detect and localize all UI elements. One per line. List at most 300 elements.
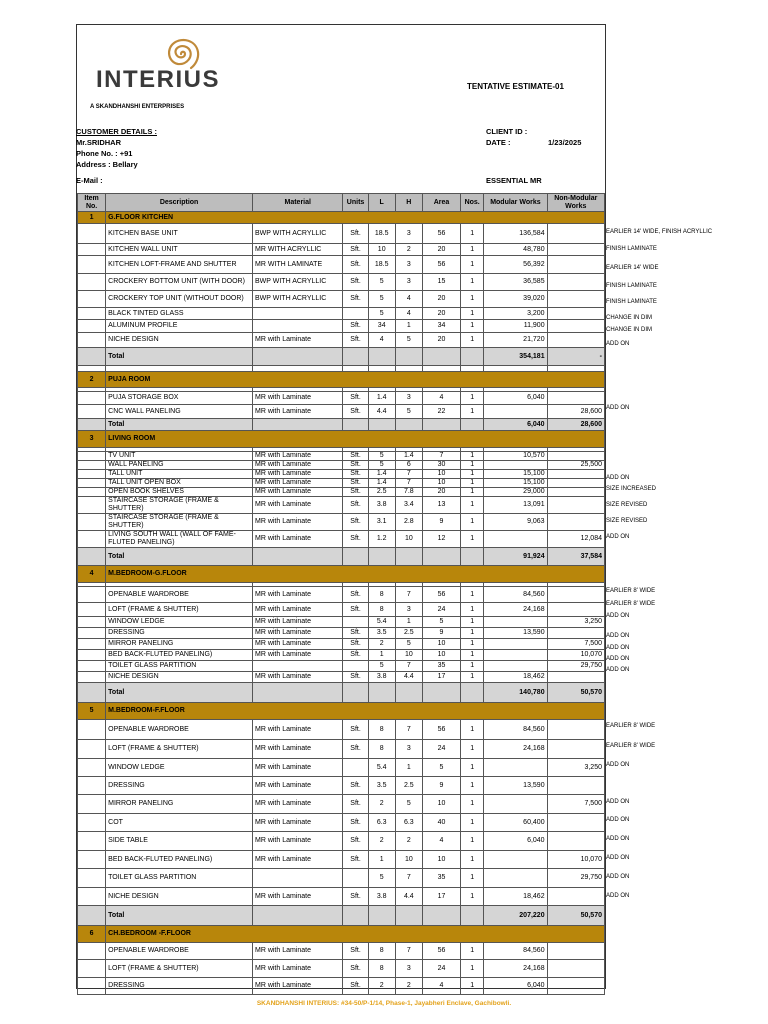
total-label: Total: [106, 348, 253, 366]
cell-h: 5: [395, 795, 422, 814]
cell-empty: [78, 683, 106, 703]
remark-note: ADD ON: [606, 893, 630, 899]
cell-modular-works: 24,168: [484, 740, 547, 759]
cell-non-modular-works: 10,070: [547, 650, 604, 661]
cell-description: OPENABLE WARDROBE: [106, 943, 253, 960]
cell-non-modular-works: 3,250: [547, 759, 604, 777]
remark-note: ADD ON: [606, 817, 630, 823]
cell-units: Sft.: [343, 777, 368, 795]
cell-item-no: [78, 639, 106, 650]
cell-non-modular-works: 29,750: [547, 661, 604, 672]
cell-empty: [343, 683, 368, 703]
estimate-table: [77, 193, 605, 995]
cell-item-no: [78, 308, 106, 320]
cell-description: LOFT (FRAME & SHUTTER): [106, 603, 253, 617]
total-non-modular-works: 28,600: [547, 419, 604, 431]
cell-item-no: [78, 531, 106, 548]
cell-area: 20: [422, 291, 460, 308]
cell-non-modular-works: [547, 720, 604, 740]
cell-l: 4.4: [368, 405, 395, 419]
cell-non-modular-works: [547, 888, 604, 906]
cell-empty: [368, 548, 395, 566]
cell-material: BWP WITH ACRYLLIC: [252, 274, 343, 291]
cell-material: MR with Laminate: [252, 978, 343, 995]
cell-h: 6.3: [395, 814, 422, 832]
cell-area: 20: [422, 488, 460, 497]
cell-material: MR with Laminate: [252, 777, 343, 795]
cell-units: Sft.: [343, 587, 368, 603]
cell-units: Sft.: [343, 740, 368, 759]
cell-non-modular-works: 28,600: [547, 405, 604, 419]
cell-non-modular-works: [547, 514, 604, 531]
cell-empty: [395, 906, 422, 926]
table-row: [78, 479, 605, 488]
col-header-units: Units: [343, 194, 368, 212]
cell-material: BWP WITH ACRYLLIC: [252, 224, 343, 244]
cell-h: 4: [395, 291, 422, 308]
cell-area: 9: [422, 777, 460, 795]
cell-units: Sft.: [343, 274, 368, 291]
cell-material: MR with Laminate: [252, 392, 343, 405]
date-value: 1/23/2025: [548, 138, 582, 147]
cell-empty: [368, 683, 395, 703]
cell-empty: [461, 683, 484, 703]
cell-non-modular-works: [547, 814, 604, 832]
cell-area: 34: [422, 320, 460, 333]
cell-material: MR with Laminate: [252, 759, 343, 777]
cell-non-modular-works: [547, 488, 604, 497]
cell-l: 3.8: [368, 672, 395, 683]
cell-description: STAIRCASE STORAGE (FRAME & SHUTTER): [106, 514, 253, 531]
cell-description: TOILET GLASS PARTITION: [106, 661, 253, 672]
cell-item-no: [78, 514, 106, 531]
cell-non-modular-works: [547, 832, 604, 851]
cell-nos: 1: [461, 740, 484, 759]
table-row: [78, 851, 605, 869]
section-header-row: [78, 372, 605, 388]
cell-material: MR with Laminate: [252, 851, 343, 869]
cell-non-modular-works: [547, 943, 604, 960]
table-row: [78, 497, 605, 514]
cell-description: KITCHEN WALL UNIT: [106, 244, 253, 256]
cell-item-no: [78, 479, 106, 488]
cell-l: 34: [368, 320, 395, 333]
table-row: [78, 291, 605, 308]
cell-area: 10: [422, 479, 460, 488]
table-body: [78, 212, 605, 995]
col-header-material: Material: [252, 194, 343, 212]
cell-modular-works: 136,584: [484, 224, 547, 244]
cell-modular-works: 56,392: [484, 256, 547, 274]
cell-l: 2: [368, 832, 395, 851]
cell-empty: [422, 419, 460, 431]
cell-material: [252, 308, 343, 320]
cell-modular-works: [484, 531, 547, 548]
cell-empty: [343, 348, 368, 366]
cell-units: [343, 869, 368, 888]
total-modular-works: 140,780: [484, 683, 547, 703]
cell-item-no: [78, 333, 106, 348]
section-header-row: [78, 926, 605, 943]
cell-nos: 1: [461, 452, 484, 461]
cell-non-modular-works: 10,070: [547, 851, 604, 869]
cell-item-no: [78, 291, 106, 308]
section-title: M.BEDROOM-F.FLOOR: [106, 703, 605, 720]
section-number: 2: [78, 372, 106, 388]
total-non-modular-works: 50,570: [547, 906, 604, 926]
section-title: CH.BEDROOM -F.FLOOR: [106, 926, 605, 943]
cell-nos: 1: [461, 488, 484, 497]
cell-item-no: [78, 869, 106, 888]
cell-units: [343, 617, 368, 628]
cell-empty: [252, 348, 343, 366]
cell-modular-works: [484, 405, 547, 419]
cell-nos: 1: [461, 869, 484, 888]
cell-description: OPEN BOOK SHELVES: [106, 488, 253, 497]
cell-l: 1.4: [368, 392, 395, 405]
cell-non-modular-works: [547, 960, 604, 978]
cell-description: KITCHEN LOFT-FRAME AND SHUTTER: [106, 256, 253, 274]
brand-subtitle: A SKANDHANSHI ENTERPRISES: [90, 104, 185, 110]
cell-nos: 1: [461, 795, 484, 814]
cell-area: 9: [422, 628, 460, 639]
cell-item-no: [78, 628, 106, 639]
customer-name: Mr.SRIDHAR: [76, 138, 122, 147]
total-modular-works: 91,924: [484, 548, 547, 566]
cell-l: 1: [368, 851, 395, 869]
cell-nos: 1: [461, 777, 484, 795]
cell-non-modular-works: [547, 244, 604, 256]
package-name: ESSENTIAL MR: [486, 176, 542, 185]
remark-note: CHANGE IN DIM: [606, 327, 653, 333]
cell-item-no: [78, 617, 106, 628]
table-row: [78, 308, 605, 320]
cell-description: NICHE DESIGN: [106, 672, 253, 683]
cell-units: Sft.: [343, 256, 368, 274]
cell-area: 20: [422, 333, 460, 348]
total-non-modular-works: -: [547, 348, 604, 366]
cell-non-modular-works: [547, 308, 604, 320]
cell-non-modular-works: [547, 392, 604, 405]
table-row: [78, 795, 605, 814]
cell-area: 10: [422, 851, 460, 869]
total-row: [78, 906, 605, 926]
cell-item-no: [78, 661, 106, 672]
cell-area: 40: [422, 814, 460, 832]
cell-description: BED BACK-FLUTED PANELING): [106, 851, 253, 869]
cell-area: 56: [422, 943, 460, 960]
cell-area: 56: [422, 256, 460, 274]
brand-name: INTERIUS: [96, 66, 221, 93]
section-number: 4: [78, 566, 106, 583]
cell-l: 8: [368, 740, 395, 759]
cell-l: 1: [368, 650, 395, 661]
cell-area: 30: [422, 461, 460, 470]
cell-l: 5: [368, 274, 395, 291]
remark-note: ADD ON: [606, 874, 630, 880]
cell-modular-works: [484, 795, 547, 814]
cell-units: Sft.: [343, 224, 368, 244]
cell-units: Sft.: [343, 943, 368, 960]
remark-note: ADD ON: [606, 534, 630, 540]
cell-nos: 1: [461, 470, 484, 479]
cell-h: 2.5: [395, 628, 422, 639]
cell-material: MR with Laminate: [252, 720, 343, 740]
cell-item-no: [78, 488, 106, 497]
cell-units: Sft.: [343, 514, 368, 531]
cell-area: 10: [422, 639, 460, 650]
cell-area: 22: [422, 405, 460, 419]
cell-description: CNC WALL PANELING: [106, 405, 253, 419]
cell-material: BWP WITH ACRYLLIC: [252, 291, 343, 308]
cell-non-modular-works: [547, 978, 604, 995]
cell-nos: 1: [461, 720, 484, 740]
cell-item-no: [78, 256, 106, 274]
cell-material: MR with Laminate: [252, 943, 343, 960]
cell-description: NICHE DESIGN: [106, 888, 253, 906]
cell-h: 1.4: [395, 452, 422, 461]
table-row: [78, 960, 605, 978]
cell-non-modular-works: [547, 320, 604, 333]
cell-item-no: [78, 759, 106, 777]
cell-item-no: [78, 650, 106, 661]
cell-area: 13: [422, 497, 460, 514]
cell-area: 24: [422, 603, 460, 617]
cell-modular-works: 9,063: [484, 514, 547, 531]
cell-material: MR with Laminate: [252, 461, 343, 470]
cell-non-modular-works: [547, 224, 604, 244]
cell-units: Sft.: [343, 405, 368, 419]
cell-item-no: [78, 587, 106, 603]
cell-units: Sft.: [343, 639, 368, 650]
section-header-row: [78, 703, 605, 720]
remark-note: EARLIER 8' WIDE: [606, 601, 656, 607]
cell-item-no: [78, 244, 106, 256]
cell-empty: [368, 348, 395, 366]
cell-non-modular-works: [547, 274, 604, 291]
total-label: Total: [106, 419, 253, 431]
table-row: [78, 470, 605, 479]
cell-h: 3: [395, 740, 422, 759]
table-row: [78, 617, 605, 628]
cell-h: 4: [395, 308, 422, 320]
cell-l: 5: [368, 661, 395, 672]
cell-item-no: [78, 978, 106, 995]
cell-description: TOILET GLASS PARTITION: [106, 869, 253, 888]
total-label: Total: [106, 906, 253, 926]
cell-item-no: [78, 461, 106, 470]
remark-note: SIZE INCREASED: [606, 486, 657, 492]
cell-description: BLACK TINTED GLASS: [106, 308, 253, 320]
cell-h: 10: [395, 650, 422, 661]
cell-l: 8: [368, 960, 395, 978]
cell-item-no: [78, 960, 106, 978]
cell-nos: 1: [461, 514, 484, 531]
cell-l: 18.5: [368, 256, 395, 274]
table-row: [78, 628, 605, 639]
cell-modular-works: 60,400: [484, 814, 547, 832]
cell-h: 1: [395, 759, 422, 777]
cell-empty: [252, 548, 343, 566]
cell-material: MR with Laminate: [252, 628, 343, 639]
col-header-area: Area: [422, 194, 460, 212]
cell-nos: 1: [461, 224, 484, 244]
cell-units: Sft.: [343, 392, 368, 405]
table-row: [78, 320, 605, 333]
cell-nos: 1: [461, 497, 484, 514]
total-row: [78, 419, 605, 431]
cell-nos: 1: [461, 759, 484, 777]
cell-units: Sft.: [343, 244, 368, 256]
cell-item-no: [78, 452, 106, 461]
cell-h: 2: [395, 832, 422, 851]
cell-area: 24: [422, 960, 460, 978]
cell-units: Sft.: [343, 720, 368, 740]
total-row: [78, 348, 605, 366]
table-row: [78, 244, 605, 256]
cell-description: LOFT (FRAME & SHUTTER): [106, 740, 253, 759]
cell-area: 35: [422, 869, 460, 888]
cell-modular-works: 3,200: [484, 308, 547, 320]
cell-nos: 1: [461, 405, 484, 419]
cell-empty: [422, 683, 460, 703]
cell-l: 1.4: [368, 479, 395, 488]
cell-area: 15: [422, 274, 460, 291]
table-row: [78, 603, 605, 617]
cell-nos: 1: [461, 333, 484, 348]
cell-modular-works: 39,020: [484, 291, 547, 308]
table-row: [78, 888, 605, 906]
cell-area: 35: [422, 661, 460, 672]
cell-description: OPENABLE WARDROBE: [106, 720, 253, 740]
cell-l: 3.5: [368, 777, 395, 795]
cell-units: Sft.: [343, 531, 368, 548]
cell-units: Sft.: [343, 960, 368, 978]
cell-units: Sft.: [343, 978, 368, 995]
cell-h: 2: [395, 978, 422, 995]
remark-note: FINISH LAMINATE: [606, 246, 657, 252]
cell-description: DRESSING: [106, 777, 253, 795]
cell-l: 2: [368, 795, 395, 814]
cell-nos: 1: [461, 888, 484, 906]
cell-modular-works: 6,040: [484, 392, 547, 405]
cell-non-modular-works: [547, 587, 604, 603]
cell-non-modular-works: 7,500: [547, 795, 604, 814]
cell-l: 3.8: [368, 497, 395, 514]
cell-modular-works: 6,040: [484, 832, 547, 851]
cell-material: MR with Laminate: [252, 470, 343, 479]
cell-item-no: [78, 740, 106, 759]
table-row: [78, 587, 605, 603]
table-row: [78, 392, 605, 405]
section-title: G.FLOOR KITCHEN: [106, 212, 605, 224]
cell-empty: [395, 548, 422, 566]
cell-h: 10: [395, 851, 422, 869]
cell-item-no: [78, 470, 106, 479]
section-number: 3: [78, 431, 106, 448]
cell-area: 17: [422, 672, 460, 683]
total-modular-works: 6,040: [484, 419, 547, 431]
cell-description: WINDOW LEDGE: [106, 759, 253, 777]
cell-modular-works: 13,590: [484, 628, 547, 639]
cell-modular-works: 36,585: [484, 274, 547, 291]
cell-description: DRESSING: [106, 628, 253, 639]
cell-units: Sft.: [343, 470, 368, 479]
cell-modular-works: [484, 869, 547, 888]
cell-empty: [422, 906, 460, 926]
cell-item-no: [78, 224, 106, 244]
cell-l: 3.1: [368, 514, 395, 531]
total-row: [78, 548, 605, 566]
cell-l: 8: [368, 720, 395, 740]
cell-area: 4: [422, 832, 460, 851]
col-header-non-modular-works: Non-Modular Works: [547, 194, 604, 212]
cell-nos: 1: [461, 851, 484, 869]
remark-note: FINISH LAMINATE: [606, 299, 657, 305]
cell-nos: 1: [461, 639, 484, 650]
cell-item-no: [78, 603, 106, 617]
remark-note: CHANGE IN DIM: [606, 315, 653, 321]
cell-h: 2: [395, 244, 422, 256]
cell-material: MR with Laminate: [252, 814, 343, 832]
cell-h: 5: [395, 639, 422, 650]
remark-note: EARLIER 8' WIDE: [606, 588, 656, 594]
remark-note: EARLIER 14' WIDE: [606, 265, 659, 271]
remark-note: EARLIER 8' WIDE: [606, 743, 656, 749]
cell-l: 8: [368, 603, 395, 617]
remark-note: ADD ON: [606, 836, 630, 842]
cell-item-no: [78, 851, 106, 869]
table-row: [78, 224, 605, 244]
cell-description: ALUMINUM PROFILE: [106, 320, 253, 333]
cell-area: 20: [422, 244, 460, 256]
cell-empty: [461, 419, 484, 431]
cell-h: 7: [395, 869, 422, 888]
col-header-description: Description: [106, 194, 253, 212]
cell-description: DRESSING: [106, 978, 253, 995]
remark-note: EARLIER 8' WIDE: [606, 723, 656, 729]
cell-material: MR with Laminate: [252, 617, 343, 628]
cell-h: 5: [395, 405, 422, 419]
cell-item-no: [78, 795, 106, 814]
table-row: [78, 661, 605, 672]
cell-description: LOFT (FRAME & SHUTTER): [106, 960, 253, 978]
cell-non-modular-works: 3,250: [547, 617, 604, 628]
cell-units: Sft.: [343, 888, 368, 906]
cell-l: 1.4: [368, 470, 395, 479]
total-row: [78, 683, 605, 703]
total-label: Total: [106, 683, 253, 703]
cell-description: MIRROR PANELING: [106, 795, 253, 814]
cell-area: 17: [422, 888, 460, 906]
cell-nos: 1: [461, 672, 484, 683]
cell-units: Sft.: [343, 333, 368, 348]
cell-units: [343, 759, 368, 777]
cell-non-modular-works: 29,750: [547, 869, 604, 888]
customer-phone: Phone No. : +91: [76, 149, 133, 158]
cell-h: 3: [395, 256, 422, 274]
cell-nos: 1: [461, 661, 484, 672]
cell-empty: [461, 348, 484, 366]
cell-non-modular-works: [547, 333, 604, 348]
date-label: DATE :: [486, 138, 511, 147]
cell-non-modular-works: [547, 497, 604, 514]
cell-non-modular-works: 25,500: [547, 461, 604, 470]
cell-modular-works: [484, 639, 547, 650]
cell-units: Sft.: [343, 603, 368, 617]
cell-description: CROCKERY BOTTOM UNIT (WITH DOOR): [106, 274, 253, 291]
cell-material: MR with Laminate: [252, 650, 343, 661]
